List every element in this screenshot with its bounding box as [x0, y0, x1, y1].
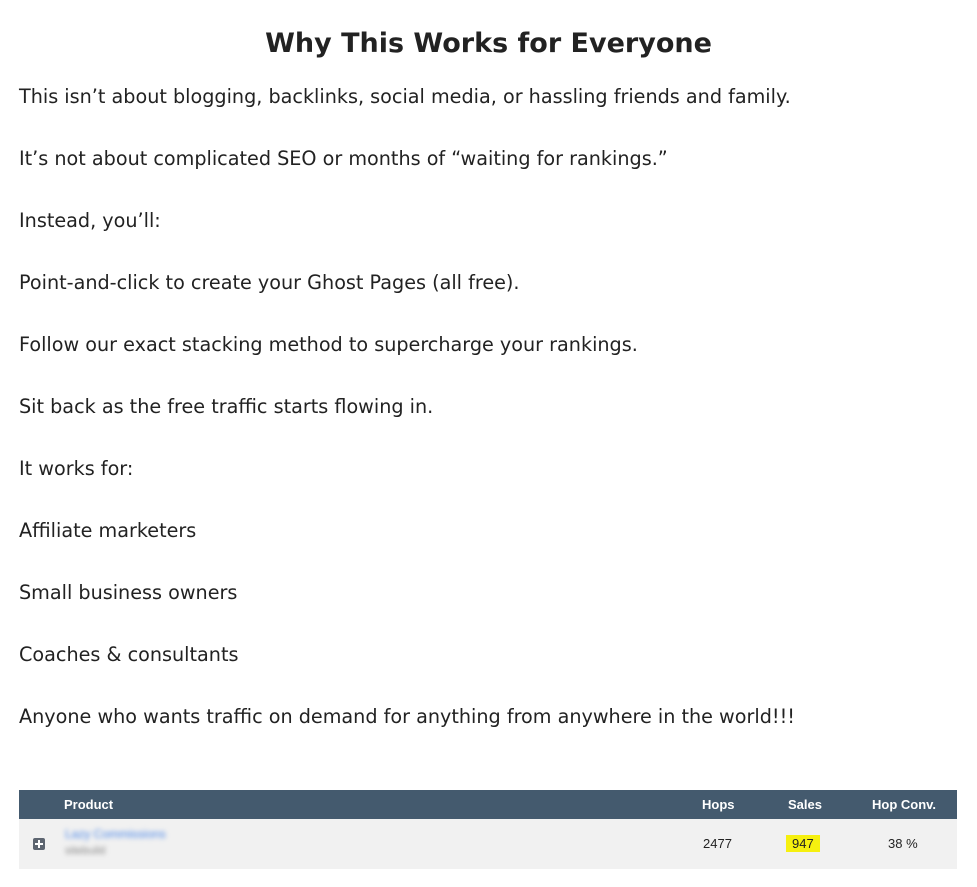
paragraph: This isn’t about blogging, backlinks, social media, or hassling friends and family.: [19, 85, 791, 108]
sales-stats-screenshot: [19, 790, 957, 869]
table-row: [19, 819, 957, 869]
paragraph: Instead, you’ll:: [19, 209, 161, 232]
hop-conv-value: 38 %: [888, 836, 918, 851]
product-vendor: sitebuild: [65, 845, 106, 857]
paragraph: It’s not about complicated SEO or months of “waiting for rankings.”: [19, 147, 668, 170]
column-header-hops: Hops: [702, 797, 735, 812]
column-header-sales: Sales: [788, 797, 822, 812]
paragraph: Affiliate marketers: [19, 519, 197, 542]
product-name-link[interactable]: Lazy Commissions: [65, 827, 166, 841]
hops-value: 2477: [703, 836, 732, 851]
section-heading: Why This Works for Everyone: [265, 28, 712, 60]
paragraph: Follow our exact stacking method to supercharge your rankings.: [19, 333, 638, 356]
paragraph: Anyone who wants traffic on demand for anything from anywhere in the world!!!: [19, 705, 795, 728]
paragraph: Sit back as the free traffic starts flowing in.: [19, 395, 434, 418]
paragraph: It works for:: [19, 457, 134, 480]
column-header-hop-conv: Hop Conv.: [872, 797, 937, 812]
paragraph: Small business owners: [19, 581, 238, 604]
paragraph: Point-and-click to create your Ghost Pages (all free).: [19, 271, 520, 294]
expand-plus-icon[interactable]: [33, 838, 45, 850]
column-header-product: Product: [64, 797, 114, 812]
paragraph: Coaches & consultants: [19, 643, 239, 666]
stats-table-header: [19, 790, 957, 819]
sales-value: 947: [786, 835, 820, 852]
